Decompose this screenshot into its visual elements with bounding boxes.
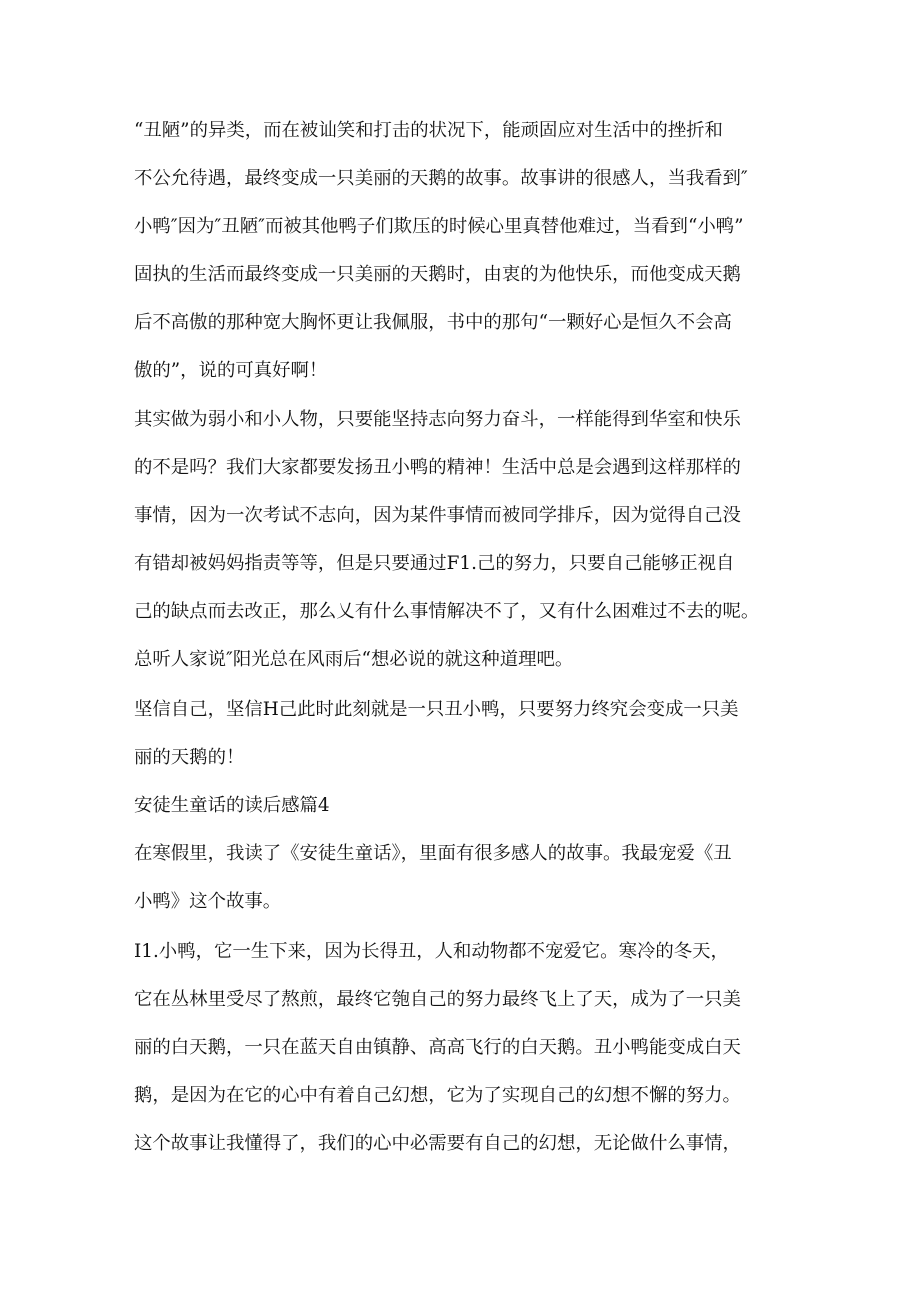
section-heading: 安徒生童话的读后感篇4 bbox=[134, 795, 330, 816]
text-line: 总听人家说″阳光总在风雨后“想必说的就这种道理吧。 bbox=[134, 649, 574, 670]
text-line: 坚信自己，坚信H己此时此刻就是一只丑小鸭，只要努力终究会变成一只美 bbox=[134, 699, 739, 720]
text-line: 不公允待遇，最终变成一只美丽的天鹅的故事。故事讲的很感人，当我看到″ bbox=[134, 168, 748, 189]
text-line: 它在丛林里受尽了熬煎，最终它匏自己的努力最终飞上了天，成为了一只美 bbox=[134, 989, 741, 1010]
text-line: 其实做为弱小和小人物，只要能坚持志向努力奋斗，一样能得到华室和快乐 bbox=[134, 409, 741, 430]
text-line: 小鸭″因为″丑陋″而被其他鸭子们欺压的时候心里真替他难过，当看到“小鸭” bbox=[134, 216, 744, 237]
text-line: 己的缺点而去改正，那么乂有什么事情解决不了，又有什么困难过不去的呢。 bbox=[134, 601, 760, 622]
text-line: 后不高傲的那种宽大胸怀更让我佩服，书中的那句“一颗好心是恒久不会高 bbox=[134, 312, 732, 333]
text-line: “丑陋”的异类，而在被讪笑和打击的状况下，能顽固应对生活中的挫折和 bbox=[134, 120, 723, 141]
text-line: 傲的”，说的可真好啊！ bbox=[134, 360, 328, 381]
text-line: I1.小鸭，它一生下来，因为长得丑，人和动物都不宠爱它。寒冷的冬天， bbox=[134, 941, 729, 962]
text-line: 在寒假里，我读了《安徒生童话》，里面有很多感人的故事。我最宠爱《丑 bbox=[134, 843, 732, 864]
text-line: 丽的天鹅的！ bbox=[134, 747, 245, 768]
text-line: 事情，因为一次考试不志向，因为某件事情而被同学排斥，因为觉得自己没 bbox=[134, 505, 741, 526]
text-line: 丽的白天鹅，一只在蓝天自由镇静、高高飞行的白天鹅。丑小鸭能变成白天 bbox=[134, 1037, 741, 1058]
text-line: 鹅，是因为在它的心中有着自己幻想，它为了实现自己的幻想不懈的努力。 bbox=[134, 1085, 741, 1106]
text-line: 有错却被妈妈指责等等，但是只要通过F1.己的努力，只要自己能够正视自 bbox=[134, 553, 735, 574]
text-line: 这个故事让我懂得了，我们的心中必需要有自己的幻想，无论做什么事情， bbox=[134, 1133, 741, 1154]
text-line: 的不是吗？我们大家都要发扬丑小鸭的精神！生活中总是会遇到这样那样的 bbox=[134, 457, 741, 478]
text-line: 固执的生活而最终变成一只美丽的天鹅时，由衷的为他快乐，而他变成天鹅 bbox=[134, 264, 741, 285]
text-line: 小鸭》这个故事。 bbox=[134, 891, 282, 912]
